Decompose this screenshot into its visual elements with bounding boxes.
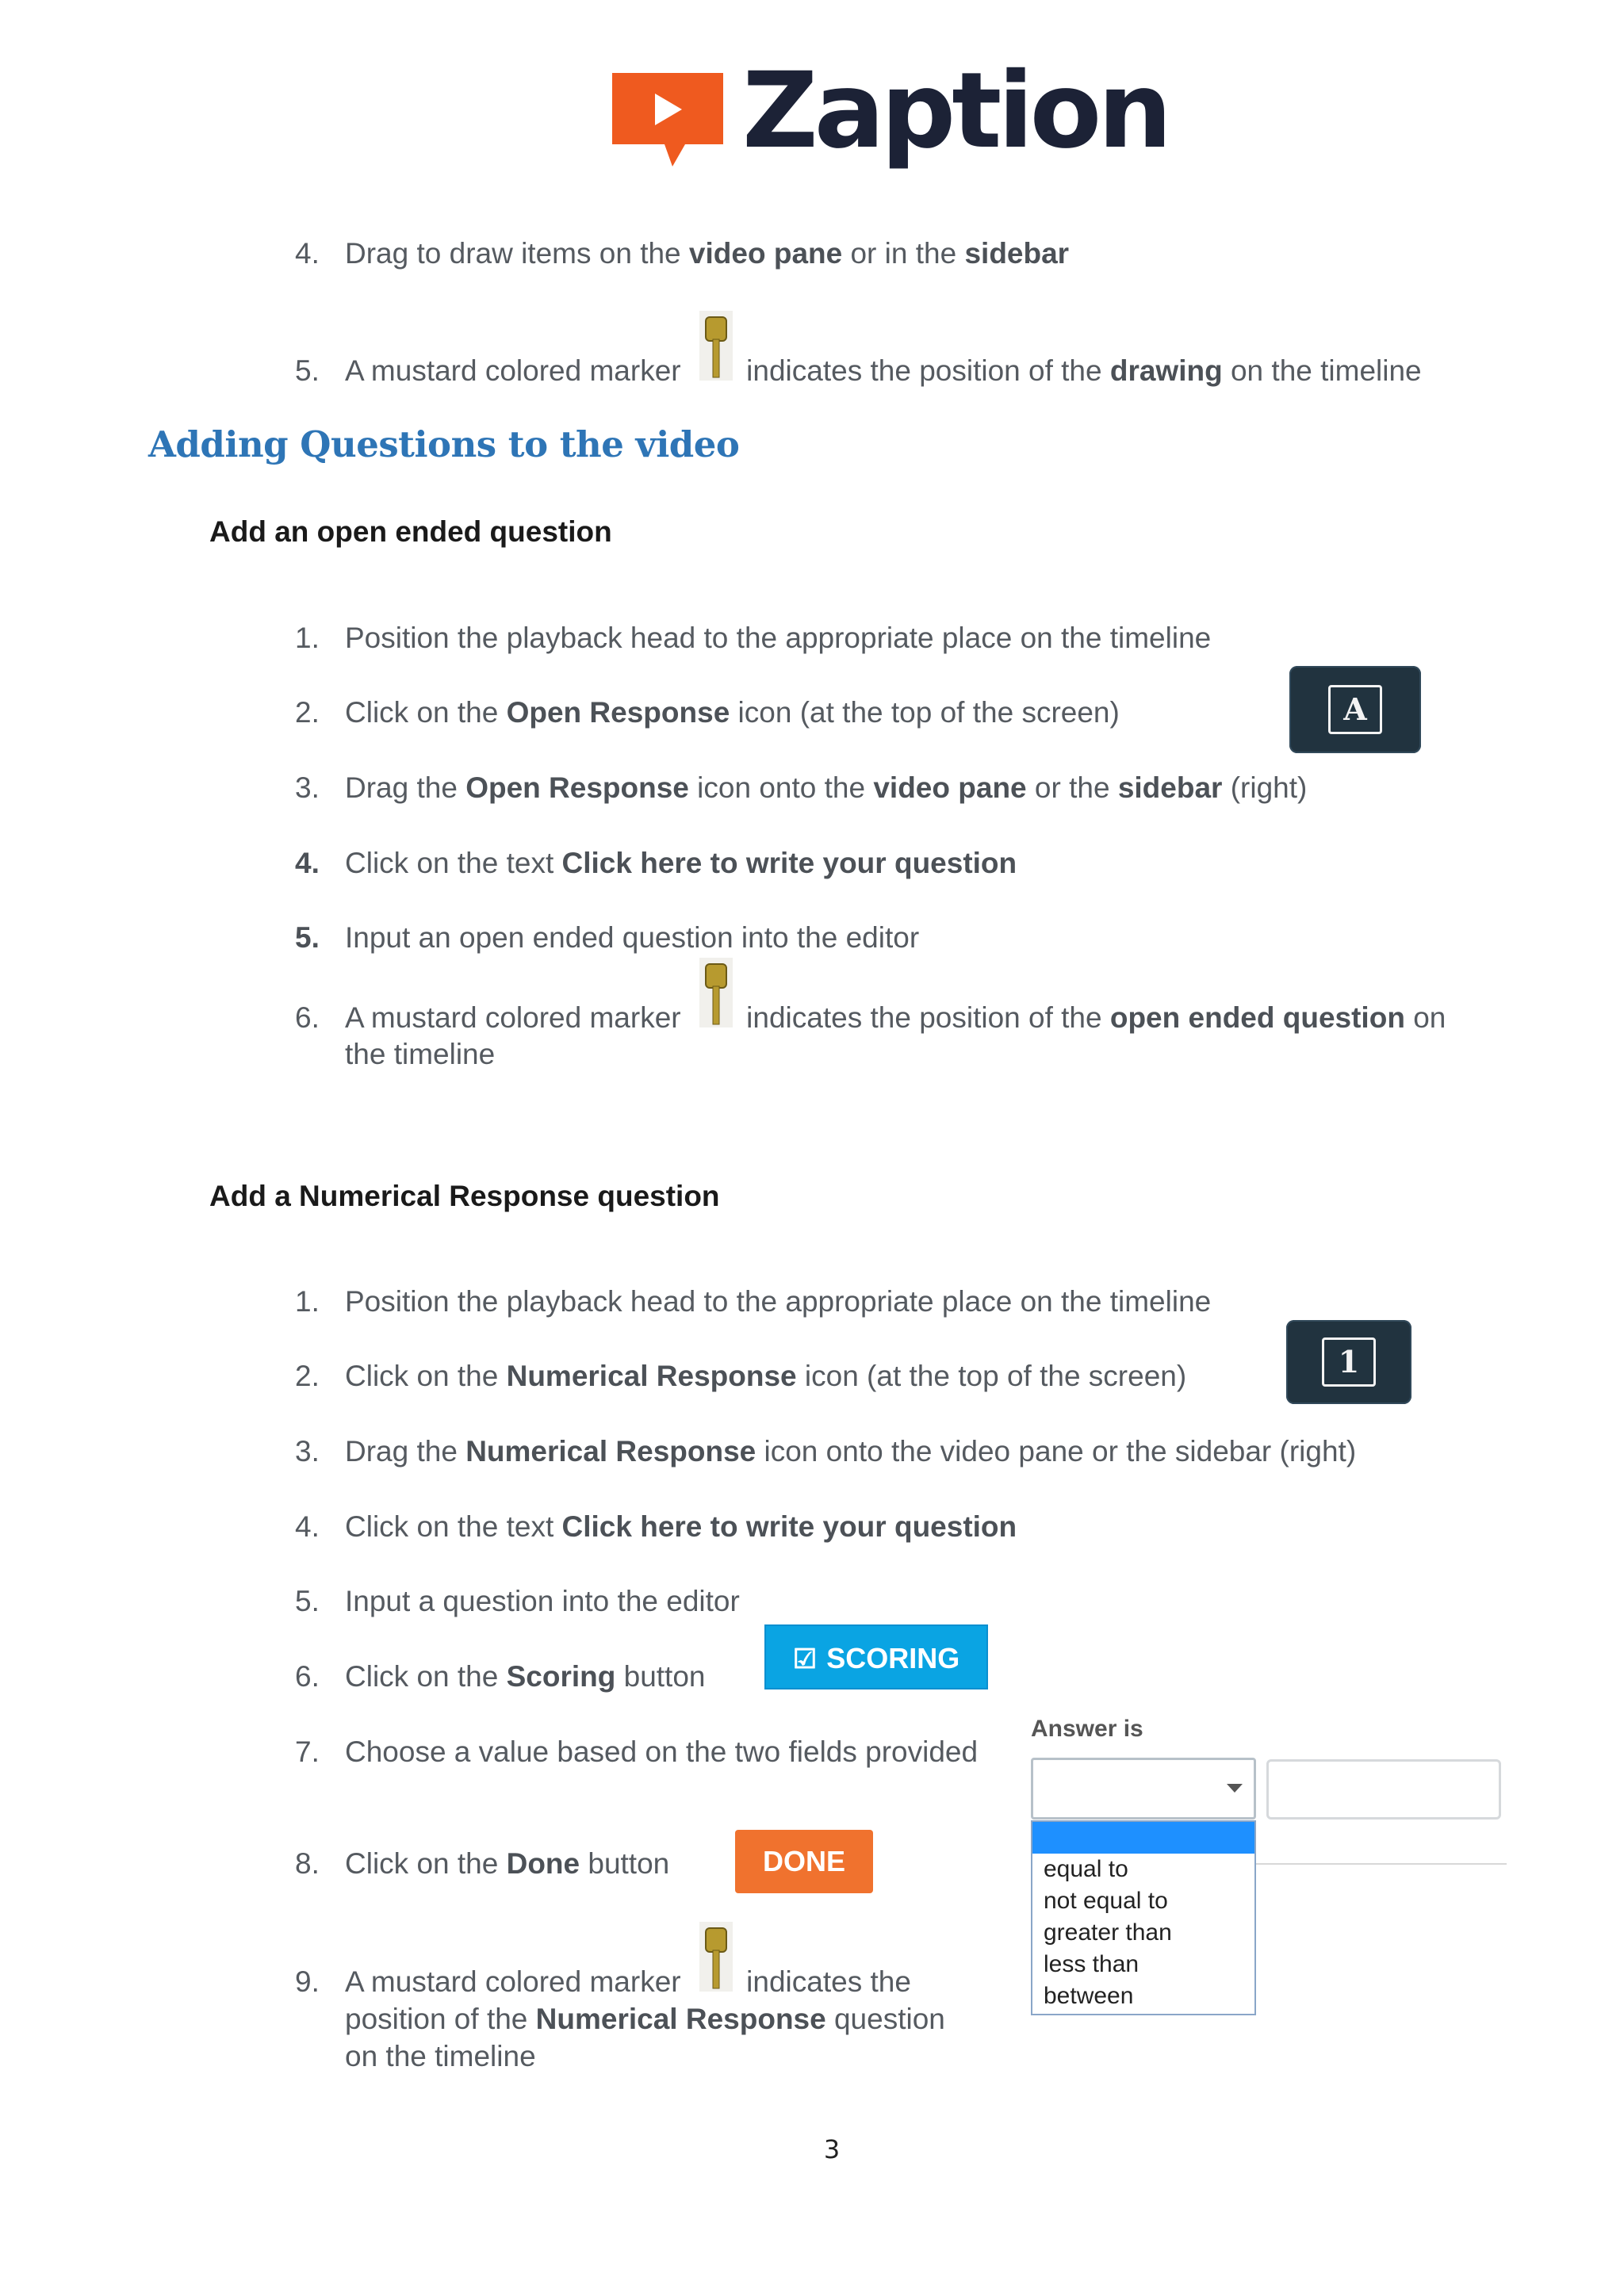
open-response-icon[interactable]: A (1289, 666, 1421, 753)
brand-name: Zaption (742, 50, 1169, 172)
comparison-select[interactable] (1031, 1758, 1256, 1820)
option-not-equal-to[interactable]: not equal to (1044, 1888, 1168, 1914)
zaption-logo (609, 50, 1169, 173)
checkbox-edit-icon: ☑ (792, 1644, 818, 1674)
highlighted-empty-option[interactable] (1032, 1822, 1254, 1854)
option-equal-to[interactable]: equal to (1044, 1856, 1128, 1882)
subsection-heading: Add a Numerical Response question (209, 1180, 720, 1212)
comparison-options-list (1031, 1820, 1256, 2015)
answer-is-label: Answer is (1031, 1716, 1143, 1742)
section-heading: Adding Questions to the video (148, 423, 740, 465)
dropdown-caret-icon (1227, 1784, 1243, 1793)
done-button[interactable]: DONE (735, 1830, 873, 1893)
divider (1256, 1863, 1507, 1865)
subsection-heading: Add an open ended question (209, 515, 612, 548)
mustard-marker-icon (699, 1922, 733, 1992)
option-less-than[interactable]: less than (1044, 1951, 1139, 1977)
mustard-marker-icon (699, 311, 733, 381)
answer-value-input[interactable] (1266, 1759, 1501, 1820)
mustard-marker-icon (699, 958, 733, 1027)
numerical-response-icon[interactable]: 1 (1286, 1320, 1411, 1404)
page-number: 3 (823, 2134, 841, 2164)
option-greater-than[interactable]: greater than (1044, 1919, 1172, 1946)
option-between[interactable]: between (1044, 1983, 1134, 2009)
play-speech-bubble-icon (609, 70, 726, 168)
scoring-button[interactable]: ☑ SCORING (764, 1624, 988, 1689)
